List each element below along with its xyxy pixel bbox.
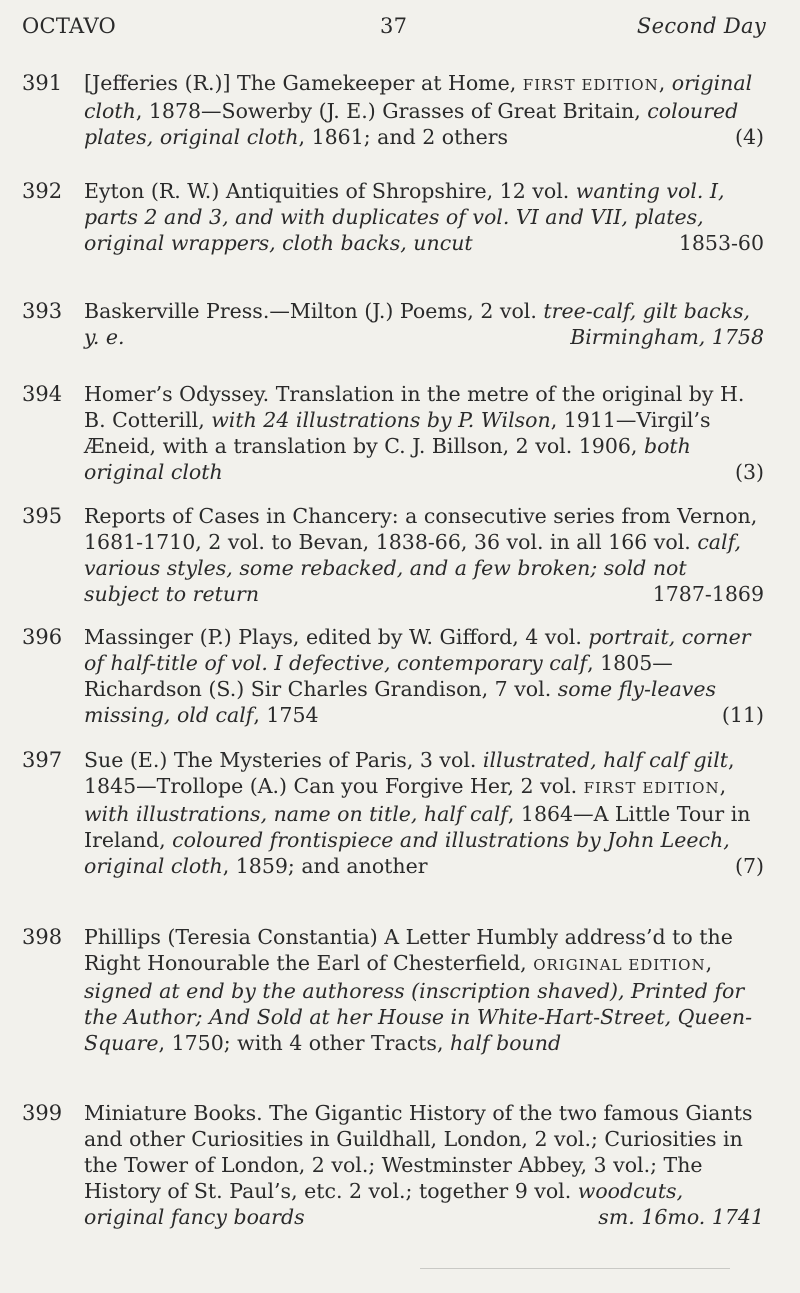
- lot-text-segment: Baskerville Press.—Milton (J.) Poems, 2 vol.: [84, 299, 544, 323]
- lot-text-segment: Massinger (P.) Plays, edited by W. Gifford, 4 vol.: [84, 625, 589, 649]
- lot-text-segment: [Jefferies (R.)] The Gamekeeper at Home,: [84, 71, 523, 95]
- lot-quantity-or-date: sm. 16mo. 1741: [598, 1205, 764, 1229]
- lot-text-segment: Eyton (R. W.) Antiquities of Shropshire, 12 vol.: [84, 179, 576, 203]
- lot-quantity-or-date: (11): [721, 703, 764, 727]
- lot-text-segment: with illustrations, name on title, half calf: [84, 802, 508, 826]
- divider: [420, 1268, 730, 1269]
- lot-number: 394: [22, 382, 63, 406]
- lot-number: 398: [22, 925, 63, 949]
- lot-text-segment: FIRST EDITION: [522, 76, 659, 94]
- lot-text-segment: Sue (E.) The Mysteries of Paris, 3 vol.: [84, 748, 483, 772]
- lot-description: [84, 747, 764, 879]
- lot-text-segment: with 24 illustrations by P. Wilson: [211, 408, 551, 432]
- lot-quantity-or-date: 1787-1869: [652, 582, 764, 606]
- lot-quantity-or-date: (3): [734, 460, 764, 484]
- lot-text-segment: calf, various styles, some rebacked, and a few broken; sold not subject to return: [84, 530, 741, 606]
- lot-text-segment: signed at end by the authoress (inscription shaved), Printed for the Author; And Sold at her House in White-Hart-Street, Queen-Square: [84, 979, 753, 1055]
- lot-text-segment: Reports of Cases in Chancery: a consecutive series from Vernon, 1681-1710, 2 vol. to Bevan, 1838-66, 36 vol. in all 166 vol.: [84, 504, 758, 554]
- lot-text-segment: FIRST EDITION: [583, 779, 720, 797]
- lot-text-segment: ,: [705, 951, 713, 975]
- lot-text-segment: wanting vol. I, parts 2 and 3, and with duplicates of vol. VI and VII, plates, original wrappers, cloth backs, uncut: [84, 179, 725, 255]
- lot-text-segment: , 1859; and another: [222, 854, 428, 878]
- lot-text-segment: half bound: [449, 1031, 562, 1055]
- lot-text-segment: both original cloth: [84, 434, 691, 484]
- lot-number: 393: [22, 299, 63, 323]
- lot-text-segment: tree-calf, gilt backs, y. e.: [84, 299, 751, 349]
- lot-text-segment: coloured frontispiece and illustrations by John Leech, original cloth: [84, 828, 730, 878]
- sale-day: Second Day: [636, 14, 766, 38]
- lot-description: [84, 924, 764, 1056]
- lot-description: [84, 178, 764, 256]
- lot-number: 396: [22, 625, 63, 649]
- lot-description: [84, 298, 764, 350]
- lot-number: 395: [22, 504, 63, 528]
- page-number: 37: [380, 14, 408, 38]
- lot-text-segment: Phillips (Teresia Constantia) A Letter Humbly address’d to the Right Honourable the Earl of Chesterfield,: [84, 925, 733, 975]
- lot-quantity-or-date: Birmingham, 1758: [570, 325, 764, 349]
- page-header: [0, 14, 800, 54]
- lot-text-segment: , 1911—Virgil’s Æneid, with a translation by C. J. Billson, 2 vol. 1906,: [84, 408, 711, 458]
- lot-quantity-or-date: (7): [734, 854, 764, 878]
- lot-text-segment: coloured plates, original cloth: [84, 99, 739, 149]
- lot-text-segment: some fly-leaves missing, old calf: [84, 677, 717, 727]
- lot-description: [84, 624, 764, 728]
- lot-description: [84, 381, 764, 485]
- lot-text-segment: , 1864—A Little Tour in Ireland,: [84, 802, 751, 852]
- format-label: OCTAVO: [22, 14, 117, 38]
- lot-text-segment: woodcuts, original fancy boards: [84, 1179, 684, 1229]
- lot-text-segment: portrait, corner of half-title of vol. I defective, contemporary calf: [84, 625, 751, 675]
- lot-quantity-or-date: 1853-60: [678, 231, 764, 255]
- lot-text-segment: Miniature Books. The Gigantic History of the two famous Giants and other Curiosities in Guildhall, London, 2 vol.; Curiosities in the Tower of London, 2 vol.; Westminster Abbey, 3 vol.; The History of St. Paul’s, etc. 2 vol.; together 9 vol.: [84, 1101, 753, 1203]
- lot-number: 391: [22, 71, 63, 95]
- lot-text-segment: Homer’s Odyssey. Translation in the metre of the original by H. B. Cotterill,: [84, 382, 745, 432]
- lot-text-segment: ORIGINAL EDITION: [533, 956, 706, 974]
- lot-number: 397: [22, 748, 63, 772]
- lot-description: [84, 70, 764, 150]
- lot-text-segment: , 1878—Sowerby (J. E.) Grasses of Great Britain,: [135, 99, 648, 123]
- lot-text-segment: , 1845—Trollope (A.) Can you Forgive Her, 2 vol.: [84, 748, 735, 798]
- lot-text-segment: original cloth: [84, 71, 753, 123]
- lot-text-segment: , 1750; with 4 other Tracts,: [158, 1031, 450, 1055]
- lot-text-segment: ,: [719, 774, 727, 798]
- lot-description: [84, 1100, 764, 1230]
- lot-text-segment: , 1754: [253, 703, 319, 727]
- lot-text-segment: , 1861; and 2 others: [298, 125, 509, 149]
- lot-text-segment: ,: [658, 71, 672, 95]
- lot-quantity-or-date: (4): [734, 125, 764, 149]
- lot-number: 399: [22, 1101, 63, 1125]
- lot-description: [84, 503, 764, 607]
- lot-text-segment: illustrated, half calf gilt: [482, 748, 729, 772]
- lot-number: 392: [22, 179, 63, 203]
- lot-text-segment: , 1805—Richardson (S.) Sir Charles Grandison, 7 vol.: [84, 651, 673, 701]
